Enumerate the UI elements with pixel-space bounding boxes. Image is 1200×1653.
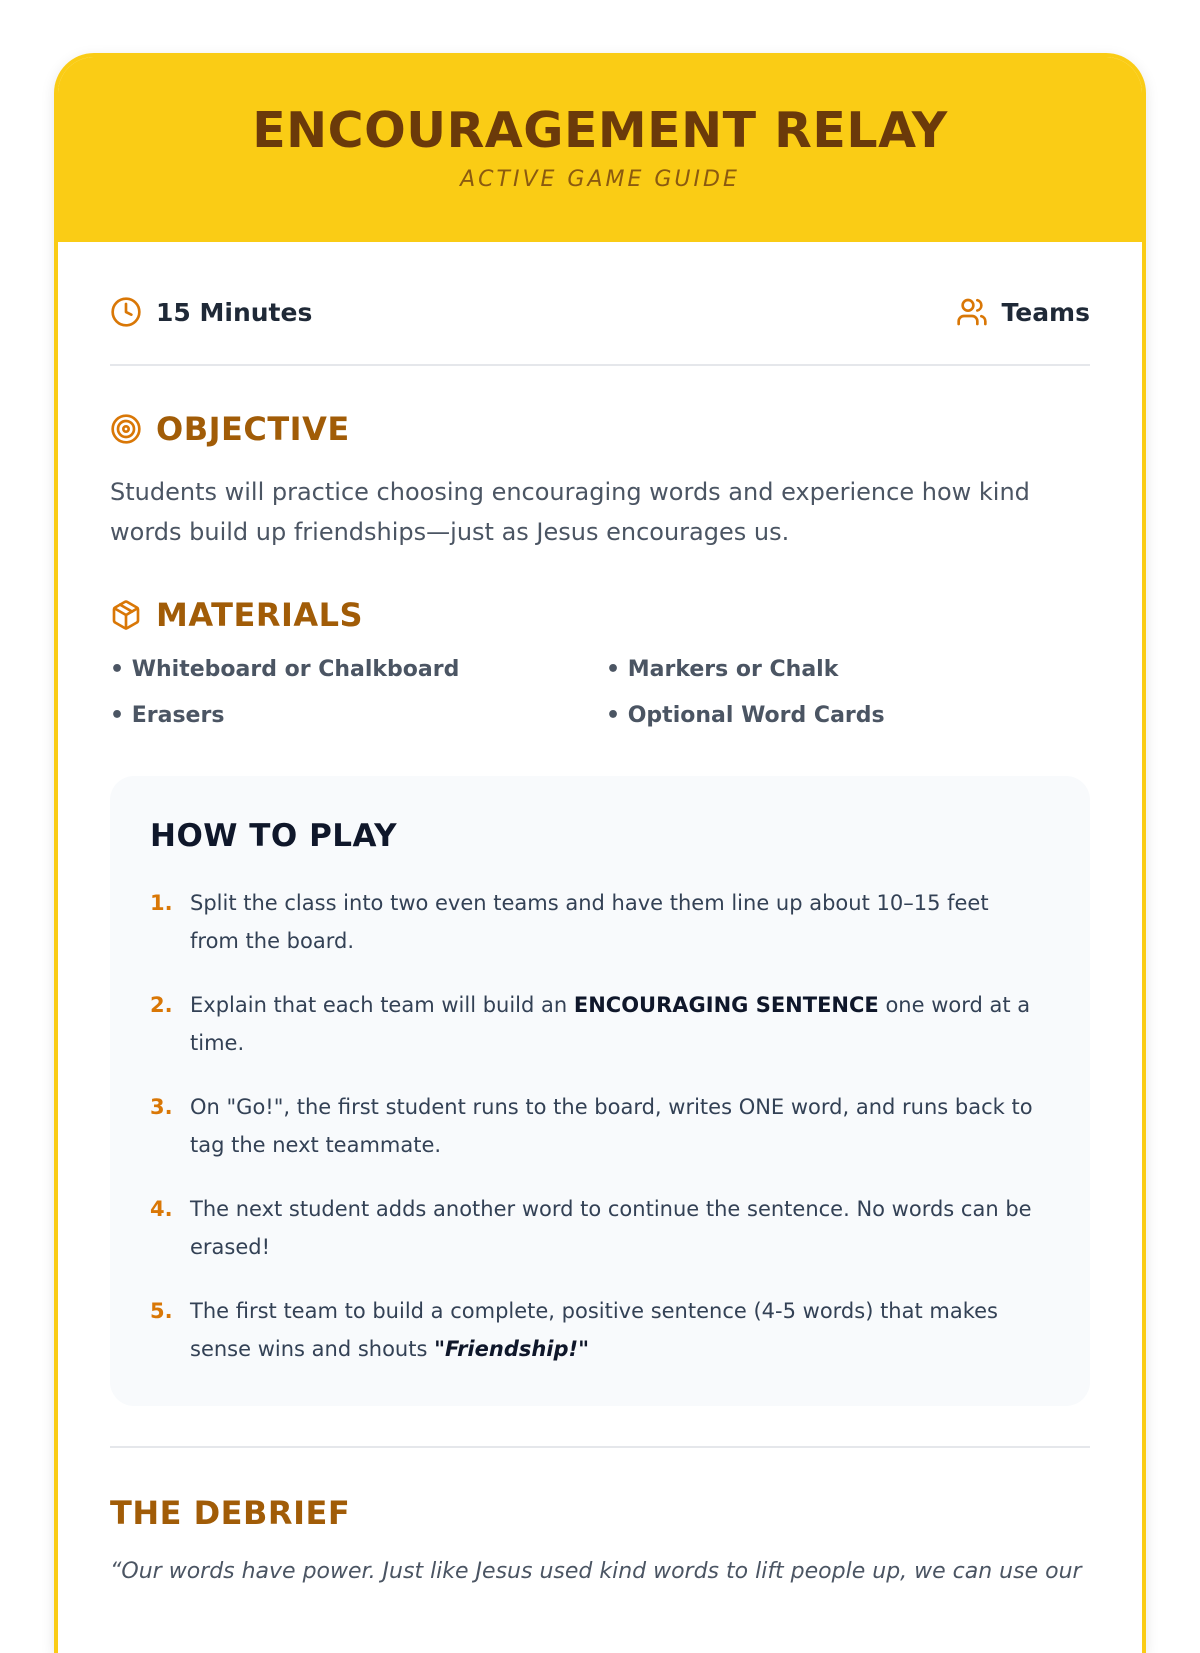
step-number: 5. (150, 1299, 173, 1323)
group-label: Teams (1001, 297, 1090, 327)
step-item (150, 1292, 1050, 1368)
step-item (150, 1088, 1050, 1164)
page-subtitle: ACTIVE GAME GUIDE (460, 167, 740, 192)
page-title: ENCOURAGEMENT RELAY (252, 102, 948, 159)
group-info (956, 296, 1091, 328)
card-body (110, 242, 1090, 1584)
materials-list (110, 656, 1090, 730)
how-to-play-heading: HOW TO PLAY (150, 818, 398, 854)
how-to-play-box (110, 776, 1090, 1406)
step-item (150, 884, 1050, 960)
step-text: Explain that each team will build an ENCOURAGING SENTENCE one word at a time. (190, 993, 1031, 1055)
materials-section (110, 596, 1090, 730)
objective-heading (110, 410, 1090, 448)
debrief-heading: THE DEBRIEF (110, 1494, 351, 1532)
duration-label: 15 Minutes (156, 297, 313, 327)
duration-info (110, 296, 312, 328)
materials-heading (110, 596, 1090, 634)
step-item (150, 1190, 1050, 1266)
step-text: Split the class into two even teams and have them line up about 10–15 feet from the board. (190, 891, 989, 953)
step-number: 3. (150, 1095, 173, 1119)
objective-text: Students will practice choosing encouraging words and experience how kind words build up friendships—just as Jesus encourages us. (110, 478, 1030, 546)
step-number: 1. (150, 891, 173, 915)
material-item: • Markers or Chalk (606, 657, 839, 682)
game-guide-card (54, 53, 1146, 1653)
material-item: • Erasers (110, 703, 225, 728)
step-item (150, 986, 1050, 1062)
package-icon (110, 599, 142, 631)
step-emphasis: "Friendship!" (434, 1337, 590, 1361)
step-number: 4. (150, 1197, 173, 1221)
materials-title: MATERIALS (156, 596, 364, 634)
clock-icon (110, 296, 142, 328)
meta-row (110, 242, 1090, 366)
card-header (58, 57, 1142, 242)
step-text: The first team to build a complete, positive sentence (4-5 words) that makes sense wins and shouts "Friendship!" (190, 1299, 998, 1361)
objective-section (110, 410, 1090, 552)
material-item: • Whiteboard or Chalkboard (110, 657, 460, 682)
target-icon (110, 413, 142, 445)
debrief-quote: “Our words have power. Just like Jesus used kind words to lift people up, we can use our (110, 1558, 1082, 1584)
section-divider (110, 1446, 1090, 1448)
step-emphasis: ENCOURAGING SENTENCE (573, 993, 879, 1017)
users-icon (956, 296, 988, 328)
step-number: 2. (150, 993, 173, 1017)
material-item: • Optional Word Cards (606, 703, 885, 728)
step-text: On "Go!", the first student runs to the board, writes ONE word, and runs back to tag the next teammate. (190, 1095, 1033, 1157)
objective-title: OBJECTIVE (156, 410, 350, 448)
step-text: The next student adds another word to continue the sentence. No words can be erased! (190, 1197, 1032, 1259)
